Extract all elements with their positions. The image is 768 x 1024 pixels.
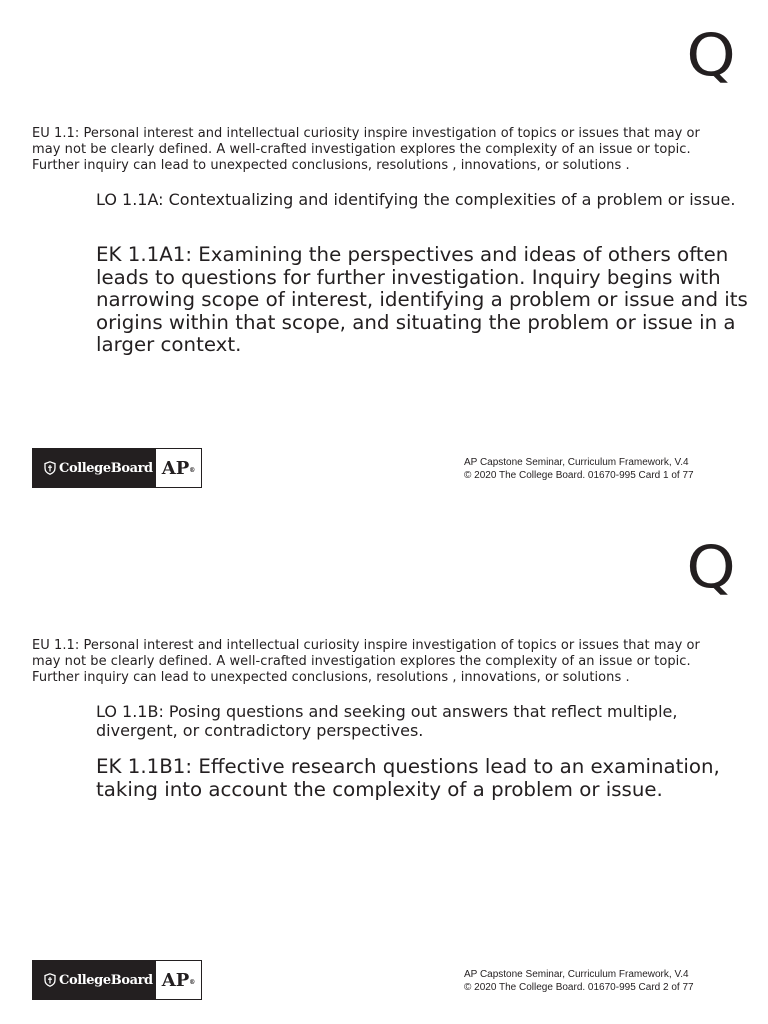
collegeboard-wordmark: CollegeBoard — [59, 972, 153, 988]
question-marker: Q — [686, 21, 736, 89]
acorn-shield-icon — [44, 973, 56, 987]
footer-copyright-line: © 2020 The College Board. 01670-995 Card 2 of 77 — [464, 982, 694, 993]
enduring-understanding-text: EU 1.1: Personal interest and intellectual curiosity inspire investigation of topics or issues that may or may not be clearly defined. A well-crafted investigation explores the complexity of an issue or topic. Further inquiry can lead to unexpected conclusions, resolutions , innovations, or solutions . — [32, 126, 700, 174]
collegeboard-wordmark: CollegeBoard — [59, 460, 153, 476]
footer-framework-line: AP Capstone Seminar, Curriculum Framework, V.4 — [464, 969, 689, 980]
ap-wordmark — [156, 449, 201, 487]
card-footer — [464, 456, 754, 482]
footer-copyright-line: © 2020 The College Board. 01670-995 Card 1 of 77 — [464, 470, 694, 481]
enduring-understanding-text: EU 1.1: Personal interest and intellectual curiosity inspire investigation of topics or issues that may or may not be clearly defined. A well-crafted investigation explores the complexity of an issue or topic. Further inquiry can lead to unexpected conclusions, resolutions , innovations, or solutions . — [32, 638, 700, 686]
question-marker: Q — [686, 533, 736, 601]
learning-objective-text: LO 1.1B: Posing questions and seeking out answers that reflect multiple, divergent, or contradictory perspectives. — [96, 702, 678, 740]
ap-label: AP — [161, 457, 190, 479]
registered-mark: ® — [189, 466, 196, 474]
essential-knowledge-text: EK 1.1B1: Effective research questions lead to an examination, taking into account the complexity of a problem or issue. — [96, 755, 720, 801]
essential-knowledge-text: EK 1.1A1: Examining the perspectives and ideas of others often leads to questions for further investigation. Inquiry begins with narrowing scope of interest, identifying a problem or issue and its origins within that scope, and situating the problem or issue in a larger context. — [96, 243, 748, 357]
collegeboard-logo — [33, 961, 156, 999]
card-footer — [464, 968, 754, 994]
learning-objective-text: LO 1.1A: Contextualizing and identifying the complexities of a problem or issue. — [96, 190, 736, 209]
collegeboard-ap-logo — [32, 448, 202, 488]
collegeboard-ap-logo — [32, 960, 202, 1000]
acorn-shield-icon — [44, 461, 56, 475]
collegeboard-logo — [33, 449, 156, 487]
flashcard-2 — [0, 512, 768, 1024]
ap-label: AP — [161, 969, 190, 991]
registered-mark: ® — [189, 978, 196, 986]
ap-wordmark — [156, 961, 201, 999]
footer-framework-line: AP Capstone Seminar, Curriculum Framework, V.4 — [464, 457, 689, 468]
